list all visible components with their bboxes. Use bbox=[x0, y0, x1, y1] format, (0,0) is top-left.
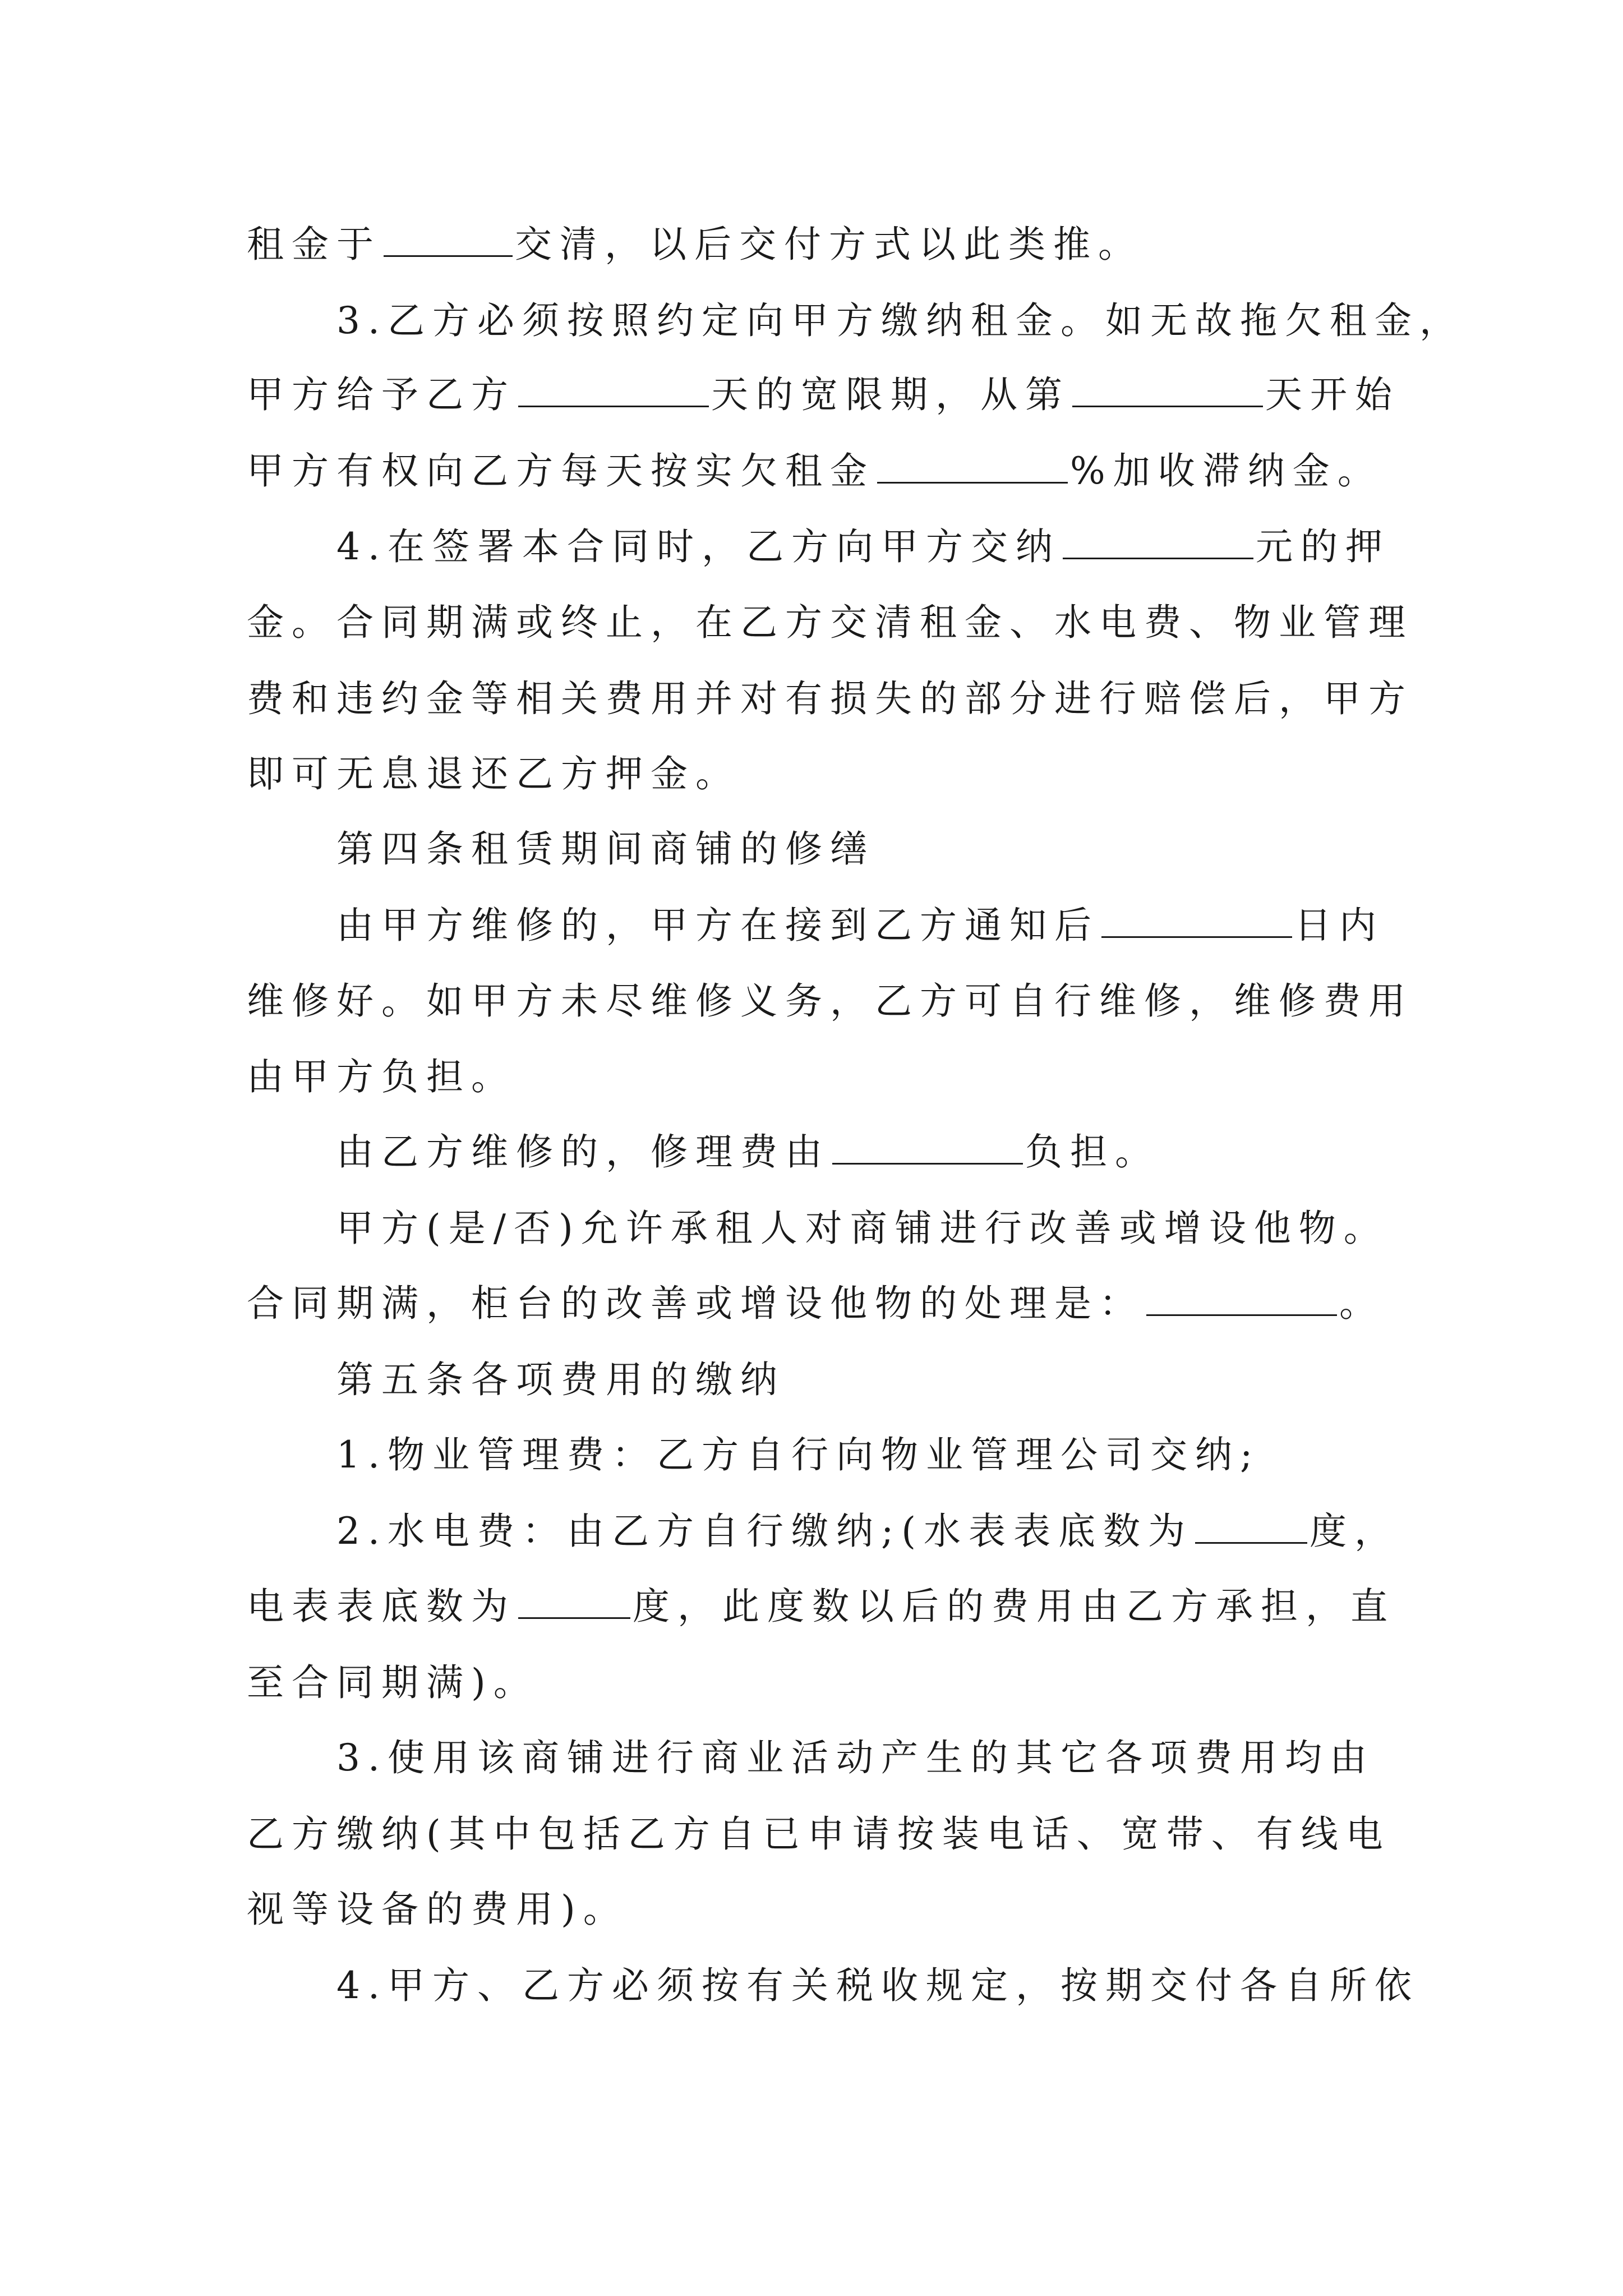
text-line bbox=[336, 1124, 1160, 1180]
text-segment: 由乙方维修的，修理费由 bbox=[336, 1130, 830, 1174]
text-line bbox=[336, 1427, 1260, 1483]
text-line bbox=[247, 746, 740, 802]
text-segment: %加收滞纳金。 bbox=[1070, 449, 1382, 493]
text-segment: 度，此度数以后的费用由乙方承担，直 bbox=[633, 1585, 1395, 1628]
text-segment: 日内 bbox=[1294, 904, 1384, 947]
text-line bbox=[336, 519, 1390, 575]
fill-blank bbox=[518, 1582, 630, 1619]
text-segment: 交清，以后交付方式以此类推。 bbox=[515, 223, 1143, 266]
text-line bbox=[247, 1655, 538, 1711]
text-segment: 4.在签署本合同时，乙方向甲方交纳 bbox=[336, 525, 1061, 568]
text-segment: 第五条各项费用的缴纳 bbox=[336, 1358, 785, 1401]
text-segment: 。 bbox=[1339, 1282, 1384, 1325]
text-line bbox=[247, 671, 1413, 727]
text-segment: 由甲方负担。 bbox=[247, 1055, 516, 1098]
text-segment: 甲方有权向乙方每天按实欠租金 bbox=[247, 449, 875, 493]
text-segment: 至合同期满)。 bbox=[247, 1661, 538, 1704]
text-line bbox=[336, 293, 1464, 349]
text-line bbox=[247, 1276, 1384, 1332]
fill-blank bbox=[1146, 1280, 1337, 1316]
text-segment: 金。合同期满或终止，在乙方交清租金、水电费、物业管理 bbox=[247, 601, 1413, 644]
text-segment: 租金于 bbox=[247, 223, 381, 266]
text-segment: 甲方给予乙方 bbox=[247, 373, 516, 416]
text-segment: 元的押 bbox=[1255, 525, 1390, 568]
text-line bbox=[247, 1579, 1395, 1635]
text-line bbox=[247, 973, 1413, 1029]
section-heading bbox=[336, 1352, 785, 1408]
text-line bbox=[336, 1958, 1419, 2014]
fill-blank bbox=[877, 447, 1068, 484]
text-line bbox=[247, 1881, 628, 1938]
text-segment: 3.乙方必须按照约定向甲方缴纳租金。如无故拖欠租金， bbox=[336, 299, 1464, 342]
text-segment: 甲方(是/否)允许承租人对商铺进行改善或增设他物。 bbox=[336, 1207, 1389, 1250]
text-line bbox=[247, 217, 1143, 273]
text-segment: 1.物业管理费：乙方自行向物业管理公司交纳; bbox=[336, 1433, 1261, 1476]
text-segment: 天的宽限期，从第 bbox=[711, 373, 1070, 416]
text-line bbox=[336, 1200, 1389, 1257]
text-segment: 3.使用该商铺进行商业活动产生的其它各项费用均由 bbox=[336, 1736, 1375, 1779]
text-segment: 天开始 bbox=[1265, 373, 1400, 416]
text-line bbox=[247, 367, 1400, 423]
fill-blank bbox=[518, 371, 709, 407]
text-segment: 维修好。如甲方未尽维修义务，乙方可自行维修，维修费用 bbox=[247, 979, 1413, 1023]
text-segment: 合同期满，柜台的改善或增设他物的处理是： bbox=[247, 1282, 1144, 1325]
text-line bbox=[247, 443, 1382, 499]
text-segment: 即可无息退还乙方押金。 bbox=[247, 752, 740, 795]
text-segment: 视等设备的费用)。 bbox=[247, 1888, 628, 1931]
text-segment: 度， bbox=[1309, 1510, 1399, 1553]
text-segment: 2.水电费：由乙方自行缴纳;(水表表底数为 bbox=[336, 1510, 1193, 1553]
text-segment: 4.甲方、乙方必须按有关税收规定，按期交付各自所依 bbox=[336, 1964, 1419, 2007]
fill-blank bbox=[1072, 371, 1263, 407]
text-segment: 费和违约金等相关费用并对有损失的部分进行赔偿后，甲方 bbox=[247, 677, 1413, 720]
text-line bbox=[336, 898, 1384, 954]
text-line bbox=[247, 1049, 516, 1105]
fill-blank bbox=[1195, 1507, 1307, 1544]
text-segment: 第四条租赁期间商铺的修缮 bbox=[336, 827, 875, 871]
section-heading bbox=[336, 821, 875, 877]
text-segment: 乙方缴纳(其中包括乙方自已申请按装电话、宽带、有线电 bbox=[247, 1812, 1391, 1856]
fill-blank bbox=[1101, 901, 1292, 938]
fill-blank bbox=[832, 1128, 1023, 1165]
text-segment: 由甲方维修的，甲方在接到乙方通知后 bbox=[336, 904, 1099, 947]
text-line bbox=[336, 1730, 1375, 1786]
fill-blank bbox=[1063, 523, 1253, 559]
text-line bbox=[336, 1503, 1399, 1559]
text-line bbox=[247, 1806, 1391, 1862]
text-line bbox=[247, 595, 1413, 651]
text-segment: 电表表底数为 bbox=[247, 1585, 516, 1628]
fill-blank bbox=[384, 220, 513, 257]
text-segment: 负担。 bbox=[1025, 1130, 1160, 1174]
